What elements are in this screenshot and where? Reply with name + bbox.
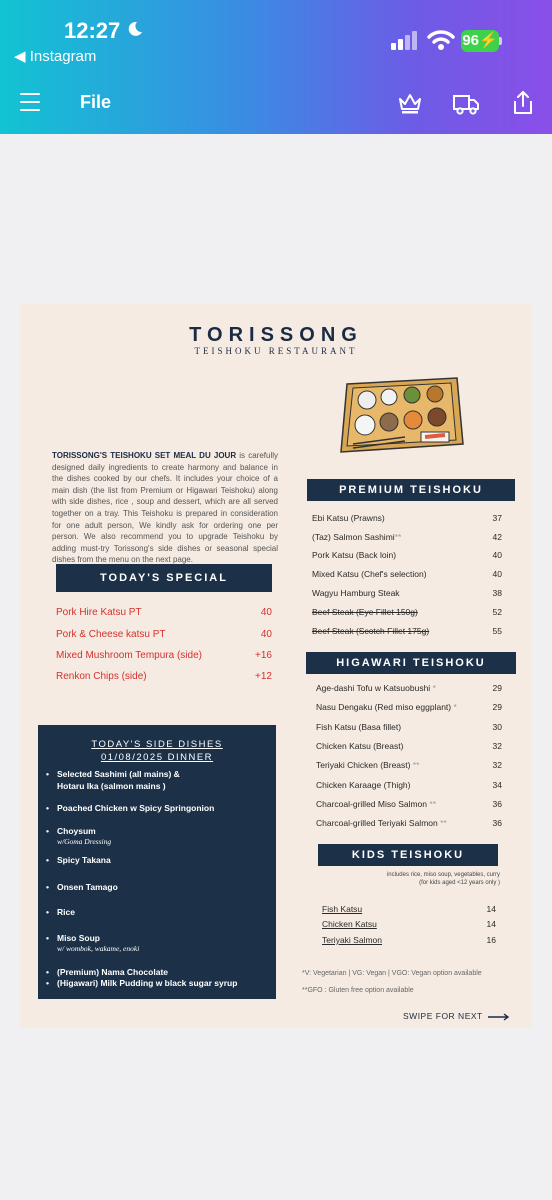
premium-item: Wagyu Hamburg Steak 38	[312, 588, 502, 598]
premium-item: Mixed Katsu (Chef's selection) 40	[312, 569, 502, 579]
kids-item: Fish Katsu 14	[322, 904, 496, 914]
back-arrow-icon: ◀	[14, 48, 30, 65]
page-title: File	[80, 92, 112, 112]
higawari-item: Teriyaki Chicken (Breast) ** 32	[316, 760, 502, 770]
side-dish-item: • Choysum w/Goma Dressing	[48, 825, 274, 846]
side-dish-item: • Rice	[48, 906, 274, 918]
teishoku-tray-illustration	[333, 370, 467, 460]
restaurant-subtitle: TEISHOKU RESTAURANT	[194, 346, 358, 356]
battery-tip	[499, 37, 502, 45]
premium-item: Ebi Katsu (Prawns) 37	[312, 513, 502, 523]
gluten-free-legend: **GFO : Gluten free option available	[302, 987, 414, 994]
higawari-item: Charcoal-grilled Teriyaki Salmon ** 36	[316, 818, 502, 828]
special-item: Pork & Cheese katsu PT 40	[56, 629, 272, 640]
hamburger-menu-icon[interactable]	[20, 93, 40, 117]
crown-icon[interactable]	[398, 92, 422, 114]
higawari-item: Age-dashi Tofu w Katsuobushi * 29	[316, 683, 502, 693]
moon-icon	[126, 20, 144, 38]
side-dish-item: • Onsen Tamago	[48, 881, 274, 893]
premium-item: Pork Katsu (Back loin) 40	[312, 550, 502, 560]
side-dish-item: • Selected Sashimi (all mains) & Hotaru Ika (salmon mains )	[48, 768, 274, 792]
share-icon[interactable]	[510, 89, 536, 117]
higawari-teishoku-header: HIGAWARI TEISHOKU	[306, 652, 516, 674]
premium-item-unavailable: Beef Steak (Eye Fillet 150g) 52	[312, 607, 502, 617]
higawari-item: Chicken Karaage (Thigh) 34	[316, 780, 502, 790]
kids-note: includes rice, miso soup, vegetables, curry (for kids aged <12 years only )	[386, 872, 500, 886]
swipe-for-next[interactable]: SWIPE FOR NEXT	[403, 1011, 510, 1021]
premium-item: (Taz) Salmon Sashimi** 42	[312, 532, 502, 542]
signal-icon	[391, 30, 419, 50]
side-dish-item: • Miso Soup w/ wombok, wakame, enoki	[48, 932, 274, 953]
intro-paragraph: TORISSONG'S TEISHOKU SET MEAL DU JOUR is carefully designed daily ingredients to create harmony and balance in the dishes cooked by our chefs. It includes your choice of a main dish (the list from Premium or Higawari Teishoku) along with side dishes, rice , soup and dessert, which are all served together on a tray. This Teishoku is prepared in consideration for one adult person, We kindly ask for ordering one per person. We also recommend you to upgrade Teishoku by adding must-try Torissong's side dishes or seasonal special dishes from the menu on the next page.	[52, 451, 279, 565]
todays-special-header: TODAY'S SPECIAL	[56, 564, 272, 592]
side-dish-item: • Spicy Takana	[48, 854, 274, 866]
dietary-legend: *V: Vegetarian | VG: Vegan | VGO: Vegan option available	[302, 970, 482, 977]
side-dish-item: • (Premium) Nama Chocolate	[48, 966, 274, 978]
arrow-right-icon	[488, 1013, 510, 1021]
higawari-item: Fish Katsu (Basa fillet) 30	[316, 722, 502, 732]
kids-teishoku-header: KIDS TEISHOKU	[318, 844, 498, 866]
premium-item-unavailable: Beef Steak (Scotch Fillet 175g) 55	[312, 626, 502, 636]
special-item: Pork Hire Katsu PT 40	[56, 607, 272, 618]
special-item: Mixed Mushroom Tempura (side) +16	[56, 650, 272, 661]
back-to-instagram[interactable]: ◀ Instagram	[14, 48, 97, 65]
wifi-icon	[427, 29, 455, 51]
truck-icon[interactable]	[452, 92, 480, 116]
side-dishes-title: TODAY'S SIDE DISHES 01/08/2025 DINNER	[91, 739, 223, 763]
higawari-item: Nasu Dengaku (Red miso eggplant) * 29	[316, 702, 502, 712]
higawari-item: Chicken Katsu (Breast) 32	[316, 741, 502, 751]
special-item: Renkon Chips (side) +12	[56, 671, 272, 682]
restaurant-name: TORISSONG	[189, 324, 363, 346]
kids-item: Chicken Katsu 14	[322, 919, 496, 929]
kids-item: Teriyaki Salmon 16	[322, 935, 496, 945]
side-dish-item: • Poached Chicken w Spicy Springonion	[48, 802, 274, 814]
menu-document	[20, 304, 532, 1028]
premium-teishoku-header: PREMIUM TEISHOKU	[307, 479, 515, 501]
status-time: 12:27	[64, 18, 121, 43]
side-dish-item: • (Higawari) Milk Pudding w black sugar syrup	[48, 977, 274, 989]
side-dishes-panel	[38, 725, 276, 999]
charging-icon: ⚡	[479, 32, 498, 49]
battery-indicator: 96⚡	[461, 30, 499, 52]
app-header	[0, 0, 552, 134]
higawari-item: Charcoal-grilled Miso Salmon ** 36	[316, 799, 502, 809]
